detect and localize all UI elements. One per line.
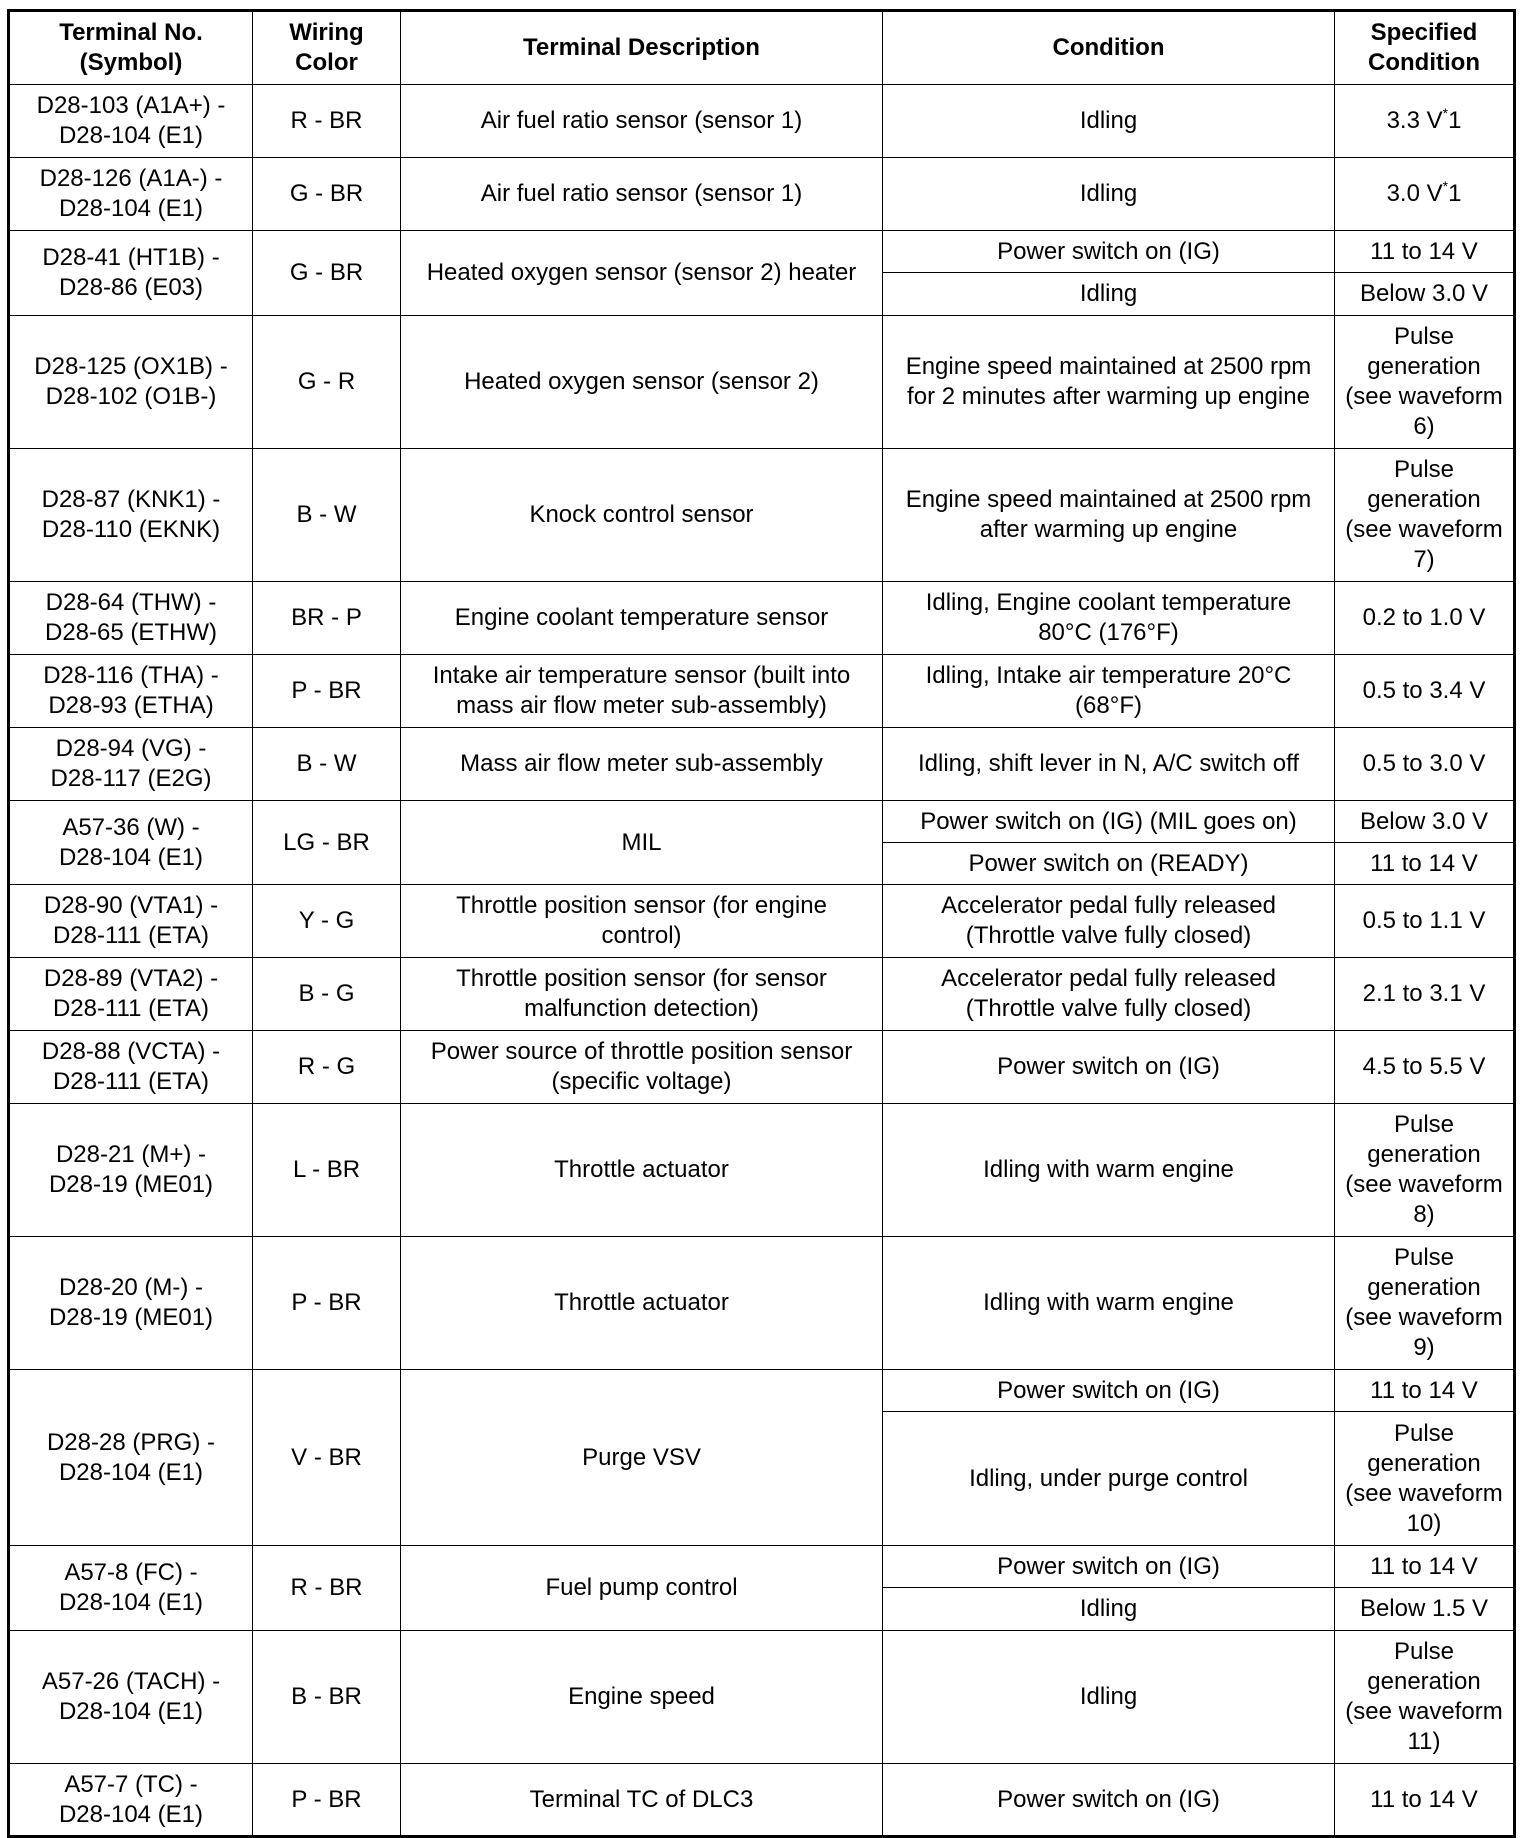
condition-cell: Idling [883, 158, 1335, 231]
condition-cell: Idling [883, 1588, 1335, 1631]
description-cell: Power source of throttle position sensor (specific voltage) [401, 1031, 883, 1104]
description-cell: Knock control sensor [401, 449, 883, 582]
specified-condition-cell: 4.5 to 5.5 V [1335, 1031, 1515, 1104]
header-row [9, 11, 1515, 85]
wiring-color-cell: BR - P [253, 582, 401, 655]
condition-cell: Engine speed maintained at 2500 rpm after warming up engine [883, 449, 1335, 582]
wiring-color-cell: B - G [253, 958, 401, 1031]
footnote-number: 1 [1448, 107, 1462, 134]
specified-condition-cell: 2.1 to 3.1 V [1335, 958, 1515, 1031]
table-body [9, 85, 1515, 1837]
description-cell: Throttle position sensor (for sensor malfunction detection) [401, 958, 883, 1031]
table-row [9, 728, 1515, 801]
specified-condition-cell: 0.5 to 3.4 V [1335, 655, 1515, 728]
description-cell: MIL [401, 801, 883, 885]
specified-condition-cell: Pulse generation (see waveform 11) [1335, 1631, 1515, 1764]
specified-condition-cell: 11 to 14 V [1335, 1764, 1515, 1837]
wiring-color-cell: G - R [253, 316, 401, 449]
description-cell: Purge VSV [401, 1370, 883, 1546]
specified-condition-cell: Pulse generation (see waveform 7) [1335, 449, 1515, 582]
wiring-color-cell: V - BR [253, 1370, 401, 1546]
wiring-color-cell: G - BR [253, 231, 401, 316]
specified-condition-cell: 11 to 14 V [1335, 1370, 1515, 1412]
description-cell: Engine speed [401, 1631, 883, 1764]
terminal-cell: D28-94 (VG) - D28-117 (E2G) [9, 728, 253, 801]
table-row [9, 801, 1515, 843]
terminal-cell: D28-89 (VTA2) - D28-111 (ETA) [9, 958, 253, 1031]
terminal-cell: D28-125 (OX1B) - D28-102 (O1B-) [9, 316, 253, 449]
table-row [9, 85, 1515, 158]
table-row [9, 1764, 1515, 1837]
table-row [9, 1031, 1515, 1104]
header-terminal: Terminal No. (Symbol) [9, 11, 253, 85]
specified-condition-cell: Below 3.0 V [1335, 273, 1515, 316]
condition-cell: Power switch on (IG) [883, 1764, 1335, 1837]
table-row [9, 1370, 1515, 1412]
specified-condition-cell: Below 3.0 V [1335, 801, 1515, 843]
terminal-cell: A57-7 (TC) - D28-104 (E1) [9, 1764, 253, 1837]
table-row [9, 1546, 1515, 1588]
description-cell: Intake air temperature sensor (built into mass air flow meter sub-assembly) [401, 655, 883, 728]
table-row [9, 1237, 1515, 1370]
footnote-marker: * [1442, 105, 1449, 121]
condition-cell: Idling [883, 273, 1335, 316]
wiring-color-cell: B - W [253, 728, 401, 801]
specified-condition-cell: 11 to 14 V [1335, 1546, 1515, 1588]
wiring-color-cell: P - BR [253, 1764, 401, 1837]
specified-condition-cell: 3.0 V*1 [1335, 158, 1515, 231]
condition-cell: Accelerator pedal fully released (Throttle valve fully closed) [883, 885, 1335, 958]
condition-cell: Accelerator pedal fully released (Throttle valve fully closed) [883, 958, 1335, 1031]
condition-cell: Idling, shift lever in N, A/C switch off [883, 728, 1335, 801]
condition-cell: Power switch on (IG) [883, 231, 1335, 273]
condition-cell: Idling with warm engine [883, 1104, 1335, 1237]
terminal-cell: D28-28 (PRG) - D28-104 (E1) [9, 1370, 253, 1546]
table-row [9, 958, 1515, 1031]
description-cell: Air fuel ratio sensor (sensor 1) [401, 158, 883, 231]
terminal-spec-table [7, 9, 1516, 1838]
description-cell: Air fuel ratio sensor (sensor 1) [401, 85, 883, 158]
footnote-marker: * [1442, 178, 1449, 194]
specified-condition-cell: 11 to 14 V [1335, 231, 1515, 273]
terminal-cell: D28-116 (THA) - D28-93 (ETHA) [9, 655, 253, 728]
specified-condition-cell: Below 1.5 V [1335, 1588, 1515, 1631]
table-row [9, 582, 1515, 655]
condition-cell: Power switch on (IG) [883, 1546, 1335, 1588]
table-row [9, 1104, 1515, 1237]
terminal-cell: A57-8 (FC) - D28-104 (E1) [9, 1546, 253, 1631]
wiring-color-cell: R - BR [253, 1546, 401, 1631]
specified-condition-cell: 11 to 14 V [1335, 843, 1515, 885]
specified-condition-cell: 3.3 V*1 [1335, 85, 1515, 158]
terminal-cell: D28-64 (THW) - D28-65 (ETHW) [9, 582, 253, 655]
terminal-cell: D28-20 (M-) - D28-19 (ME01) [9, 1237, 253, 1370]
description-cell: Throttle actuator [401, 1237, 883, 1370]
wiring-color-cell: P - BR [253, 655, 401, 728]
condition-cell: Power switch on (IG) (MIL goes on) [883, 801, 1335, 843]
wiring-color-cell: LG - BR [253, 801, 401, 885]
specified-condition-cell: Pulse generation (see waveform 9) [1335, 1237, 1515, 1370]
description-cell: Throttle actuator [401, 1104, 883, 1237]
terminal-cell: A57-36 (W) - D28-104 (E1) [9, 801, 253, 885]
description-cell: Heated oxygen sensor (sensor 2) [401, 316, 883, 449]
table-row [9, 885, 1515, 958]
condition-cell: Idling, Intake air temperature 20°C (68°F) [883, 655, 1335, 728]
terminal-cell: D28-103 (A1A+) - D28-104 (E1) [9, 85, 253, 158]
condition-cell: Idling, Engine coolant temperature 80°C (176°F) [883, 582, 1335, 655]
condition-cell: Engine speed maintained at 2500 rpm for 2 minutes after warming up engine [883, 316, 1335, 449]
table-row [9, 1631, 1515, 1764]
condition-cell: Idling [883, 1631, 1335, 1764]
footnote-number: 1 [1448, 180, 1462, 207]
header-wiring-color: Wiring Color [253, 11, 401, 85]
specified-condition-cell: 0.2 to 1.0 V [1335, 582, 1515, 655]
specified-condition-cell: 0.5 to 3.0 V [1335, 728, 1515, 801]
terminal-cell: A57-26 (TACH) - D28-104 (E1) [9, 1631, 253, 1764]
terminal-cell: D28-41 (HT1B) - D28-86 (E03) [9, 231, 253, 316]
header-specified-condition: Specified Condition [1335, 11, 1515, 85]
spec-table-wrapper [7, 9, 1516, 1838]
specified-condition-cell: Pulse generation (see waveform 8) [1335, 1104, 1515, 1237]
condition-cell: Power switch on (READY) [883, 843, 1335, 885]
terminal-cell: D28-90 (VTA1) - D28-111 (ETA) [9, 885, 253, 958]
table-row [9, 316, 1515, 449]
table-row [9, 449, 1515, 582]
table-row [9, 655, 1515, 728]
header-condition: Condition [883, 11, 1335, 85]
description-cell: Fuel pump control [401, 1546, 883, 1631]
terminal-cell: D28-126 (A1A-) - D28-104 (E1) [9, 158, 253, 231]
wiring-color-cell: P - BR [253, 1237, 401, 1370]
table-row [9, 158, 1515, 231]
condition-cell: Idling with warm engine [883, 1237, 1335, 1370]
description-cell: Engine coolant temperature sensor [401, 582, 883, 655]
header-terminal-description: Terminal Description [401, 11, 883, 85]
terminal-cell: D28-21 (M+) - D28-19 (ME01) [9, 1104, 253, 1237]
description-cell: Mass air flow meter sub-assembly [401, 728, 883, 801]
specified-condition-cell: Pulse generation (see waveform 10) [1335, 1412, 1515, 1546]
wiring-color-cell: B - BR [253, 1631, 401, 1764]
description-cell: Heated oxygen sensor (sensor 2) heater [401, 231, 883, 316]
description-cell: Throttle position sensor (for engine control) [401, 885, 883, 958]
wiring-color-cell: R - BR [253, 85, 401, 158]
specified-condition-cell: Pulse generation (see waveform 6) [1335, 316, 1515, 449]
specified-condition-cell: 0.5 to 1.1 V [1335, 885, 1515, 958]
condition-cell: Power switch on (IG) [883, 1031, 1335, 1104]
wiring-color-cell: Y - G [253, 885, 401, 958]
wiring-color-cell: B - W [253, 449, 401, 582]
wiring-color-cell: L - BR [253, 1104, 401, 1237]
terminal-cell: D28-87 (KNK1) - D28-110 (EKNK) [9, 449, 253, 582]
terminal-cell: D28-88 (VCTA) - D28-111 (ETA) [9, 1031, 253, 1104]
condition-cell: Power switch on (IG) [883, 1370, 1335, 1412]
condition-cell: Idling [883, 85, 1335, 158]
description-cell: Terminal TC of DLC3 [401, 1764, 883, 1837]
wiring-color-cell: R - G [253, 1031, 401, 1104]
table-row [9, 231, 1515, 273]
condition-cell: Idling, under purge control [883, 1412, 1335, 1546]
wiring-color-cell: G - BR [253, 158, 401, 231]
